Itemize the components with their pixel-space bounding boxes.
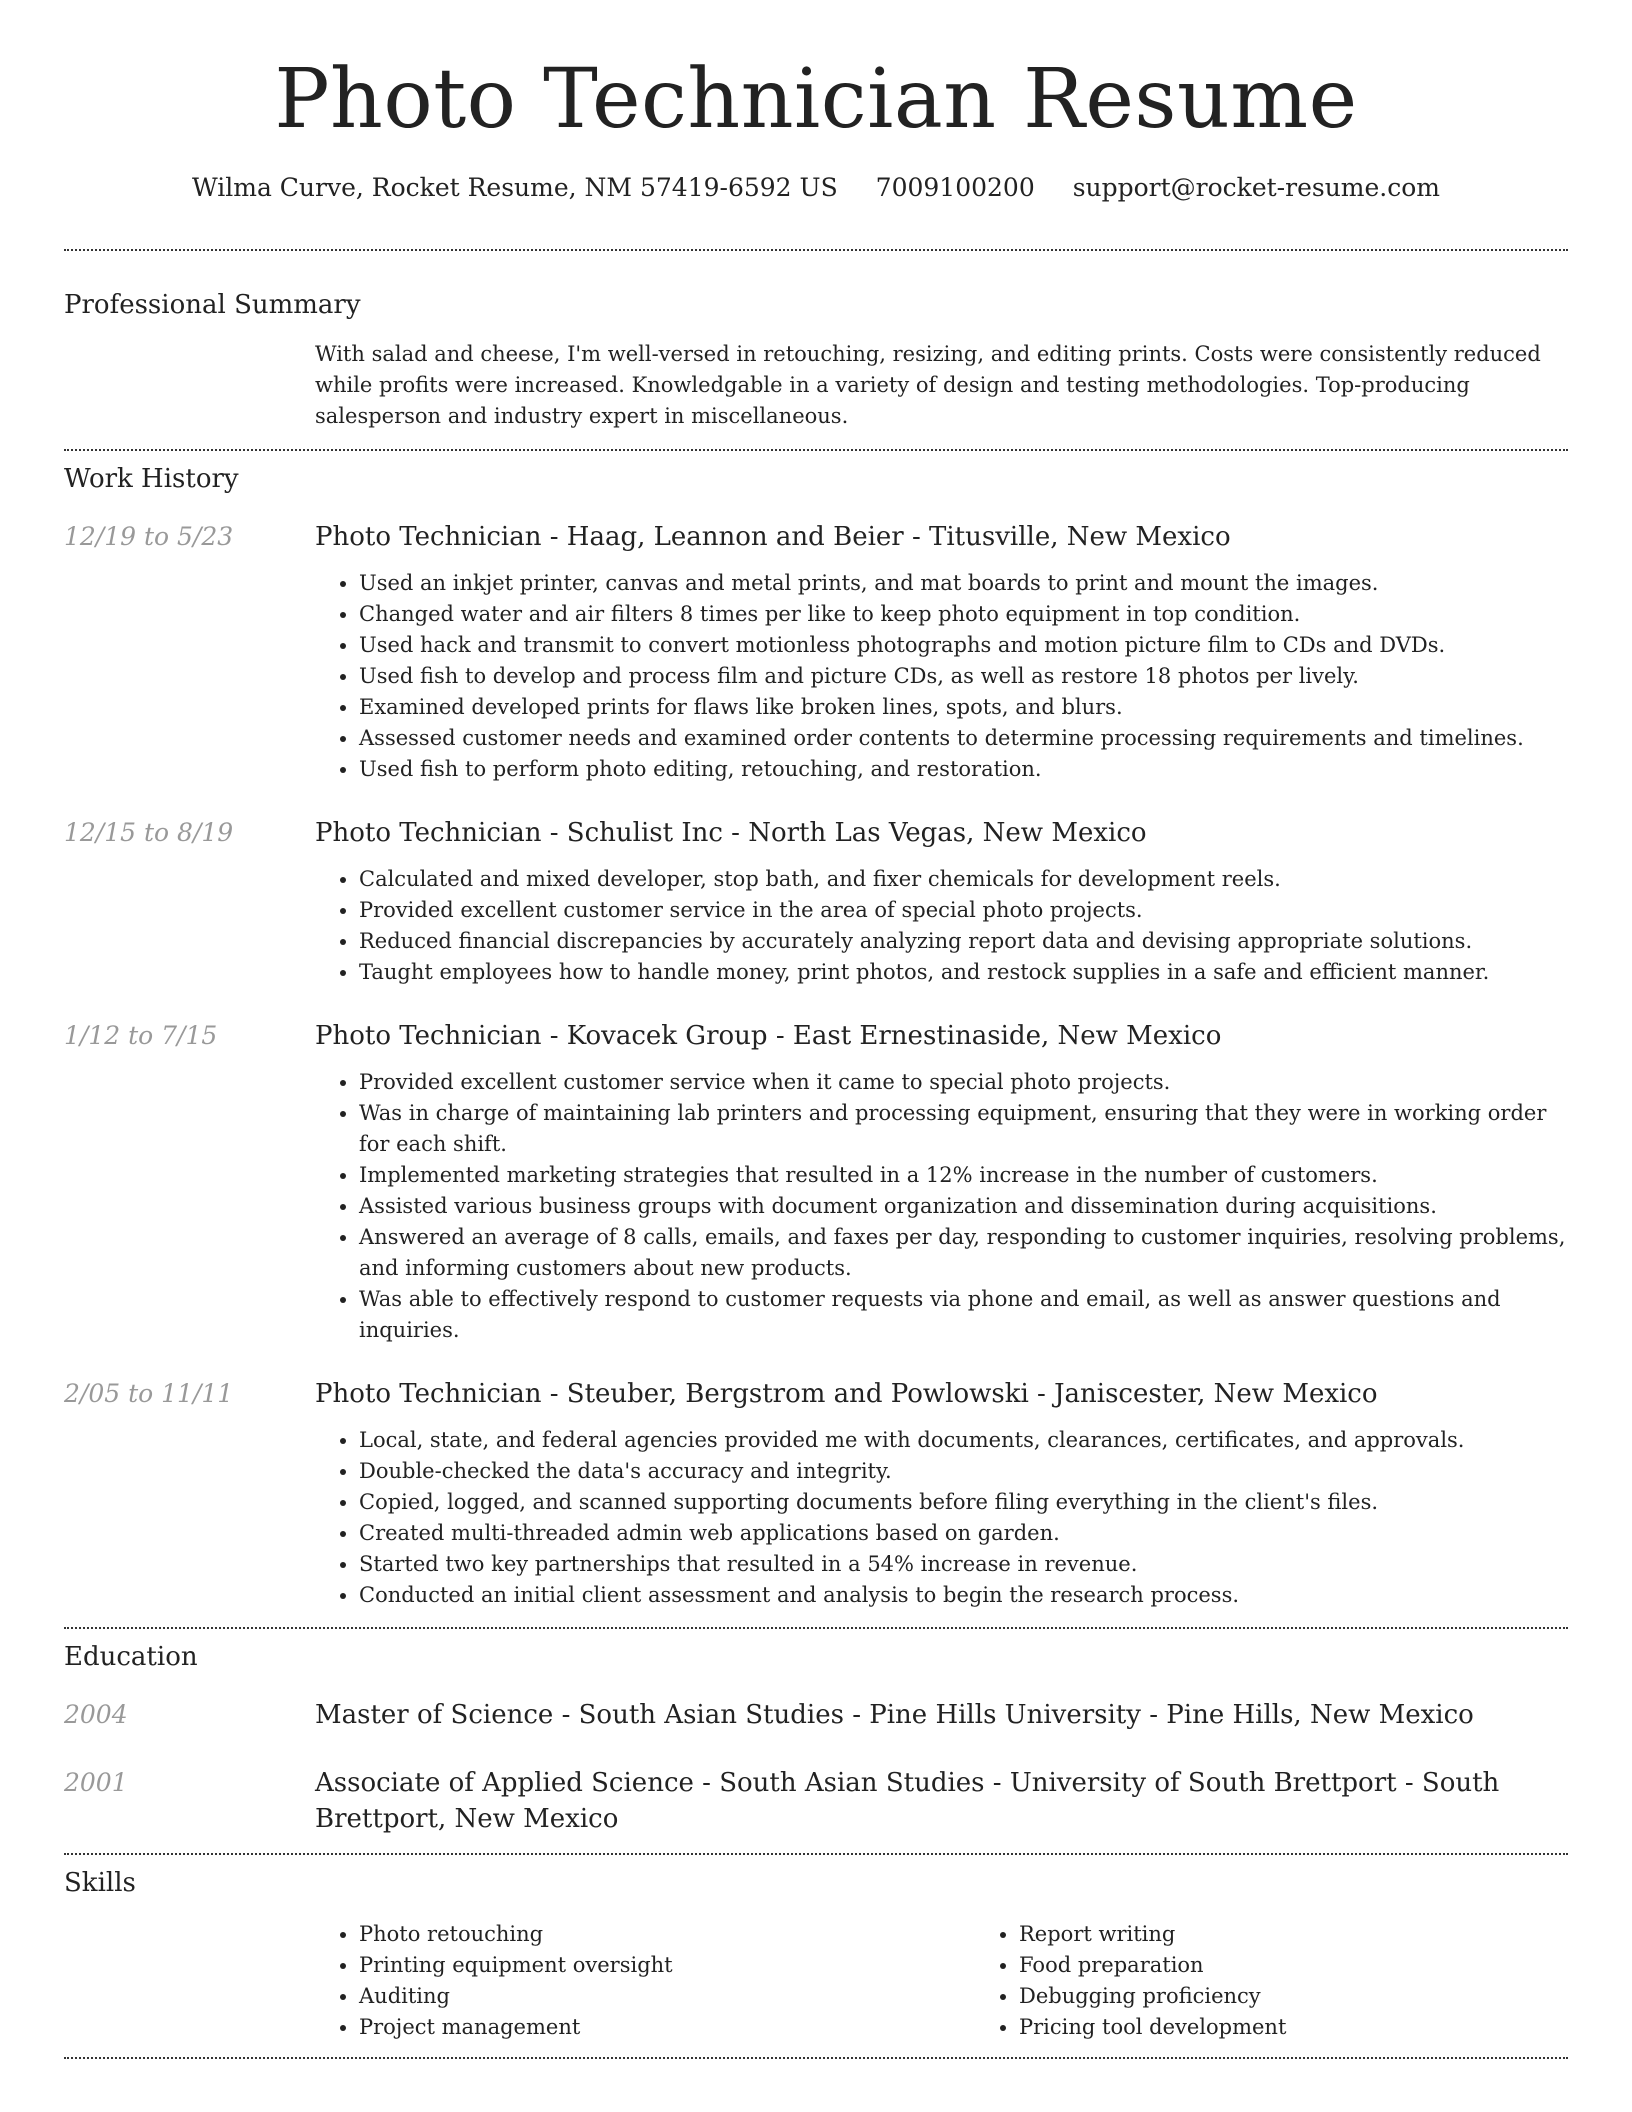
job-bullets xyxy=(315,568,1568,785)
list-item: • Provided excellent customer service in the area of special photo projects. xyxy=(359,895,1568,926)
skills-list xyxy=(315,1919,1632,2043)
list-item: • Taught employees how to handle money, print photos, and restock supplies in a safe and efficient manner. xyxy=(359,957,1568,988)
skill-item: • Report writing xyxy=(1019,1919,1632,1950)
resume-title: Photo Technician Resume xyxy=(274,52,1358,147)
job-entry xyxy=(64,815,1568,988)
job-entry xyxy=(64,1376,1568,1611)
contact-email: support@rocket-resume.com xyxy=(1072,173,1440,202)
list-item: • Assisted various business groups with document organization and dissemination during acquisitions. xyxy=(359,1191,1568,1222)
divider xyxy=(64,2057,1568,2059)
list-item: • Reduced financial discrepancies by accurately analyzing report data and devising appropriate solutions. xyxy=(359,926,1568,957)
list-item: • Used fish to perform photo editing, retouching, and restoration. xyxy=(359,754,1568,785)
contact-phone: 7009100200 xyxy=(875,173,1035,202)
job-dates: 1/12 to 7/15 xyxy=(64,1021,218,1050)
list-item: • Conducted an initial client assessment and analysis to begin the research process. xyxy=(359,1580,1568,1611)
job-bullets xyxy=(315,1425,1568,1611)
education-section xyxy=(64,1629,1568,1837)
job-entry xyxy=(64,1018,1568,1346)
education-degree: Master of Science - South Asian Studies - Pine Hills University - Pine Hills, New Mexico xyxy=(315,1700,1474,1730)
skill-item: • Project management xyxy=(359,2012,975,2043)
education-entry xyxy=(64,1697,1568,1733)
skill-item: • Photo retouching xyxy=(359,1919,975,1950)
list-item: • Local, state, and federal agencies provided me with documents, clearances, certificates, and approvals. xyxy=(359,1425,1568,1456)
list-item: • Used an inkjet printer, canvas and metal prints, and mat boards to print and mount the images. xyxy=(359,568,1568,599)
list-item: • Changed water and air filters 8 times per like to keep photo equipment in top condition. xyxy=(359,599,1568,630)
section-title-education: Education xyxy=(64,1642,198,1672)
job-bullets xyxy=(315,864,1568,988)
section-title-summary: Professional Summary xyxy=(64,290,361,320)
skill-item: • Food preparation xyxy=(1019,1950,1632,1981)
skill-item: • Pricing tool development xyxy=(1019,2012,1632,2043)
job-title: Photo Technician - Kovacek Group - East Ernestinaside, New Mexico xyxy=(315,1021,1222,1051)
job-dates: 12/15 to 8/19 xyxy=(64,818,234,847)
education-year: 2001 xyxy=(64,1768,128,1797)
job-title: Photo Technician - Schulist Inc - North Las Vegas, New Mexico xyxy=(315,818,1147,848)
list-item: • Copied, logged, and scanned supporting documents before filing everything in the client's files. xyxy=(359,1487,1568,1518)
job-entry xyxy=(64,519,1568,785)
list-item: • Double-checked the data's accuracy and integrity. xyxy=(359,1456,1568,1487)
skills-column xyxy=(315,1919,975,2043)
list-item: • Was able to effectively respond to customer requests via phone and email, as well as answer questions and inquiries. xyxy=(359,1284,1568,1346)
skill-item: • Auditing xyxy=(359,1981,975,2012)
job-title: Photo Technician - Haag, Leannon and Beier - Titusville, New Mexico xyxy=(315,522,1231,552)
skill-item: • Printing equipment oversight xyxy=(359,1950,975,1981)
summary-section xyxy=(64,251,1568,432)
section-title-skills: Skills xyxy=(64,1868,136,1898)
contact-address: Wilma Curve, Rocket Resume, NM 57419-6592 US xyxy=(192,173,838,202)
education-year: 2004 xyxy=(64,1700,128,1729)
job-title: Photo Technician - Steuber, Bergstrom and Powlowski - Janiscester, New Mexico xyxy=(315,1379,1378,1409)
list-item: • Used hack and transmit to convert motionless photographs and motion picture film to CDs and DVDs. xyxy=(359,630,1568,661)
list-item: • Created multi-threaded admin web applications based on garden. xyxy=(359,1518,1568,1549)
education-degree: Associate of Applied Science - South Asian Studies - University of South Brettport - South Brettport, New Mexico xyxy=(315,1768,1500,1834)
contact-line xyxy=(64,170,1568,206)
list-item: • Was in charge of maintaining lab printers and processing equipment, ensuring that they were in working order for each shift. xyxy=(359,1098,1568,1160)
list-item: • Answered an average of 8 calls, emails, and faxes per day, responding to customer inquiries, resolving problems, and informing customers about new products. xyxy=(359,1222,1568,1284)
list-item: • Calculated and mixed developer, stop bath, and fixer chemicals for development reels. xyxy=(359,864,1568,895)
list-item: • Assessed customer needs and examined order contents to determine processing requirements and timelines. xyxy=(359,723,1568,754)
job-bullets xyxy=(315,1067,1568,1346)
section-title-work-history: Work History xyxy=(64,464,239,494)
job-dates: 12/19 to 5/23 xyxy=(64,522,234,551)
education-entry xyxy=(64,1765,1568,1837)
list-item: • Examined developed prints for flaws like broken lines, spots, and blurs. xyxy=(359,692,1568,723)
work-history-section xyxy=(64,451,1568,1611)
list-item: • Provided excellent customer service when it came to special photo projects. xyxy=(359,1067,1568,1098)
job-dates: 2/05 to 11/11 xyxy=(64,1379,234,1408)
skills-section xyxy=(64,1855,1568,2043)
list-item: • Implemented marketing strategies that resulted in a 12% increase in the number of customers. xyxy=(359,1160,1568,1191)
list-item: • Started two key partnerships that resulted in a 54% increase in revenue. xyxy=(359,1549,1568,1580)
skills-column xyxy=(975,1919,1632,2043)
summary-text: With salad and cheese, I'm well-versed in retouching, resizing, and editing prints. Costs were consistently reduced while profits were increased. Knowledgable in a variety of design and testing methodologies. Top-producing salesperson and industry expert in miscellaneous. xyxy=(315,342,1541,428)
skill-item: • Debugging proficiency xyxy=(1019,1981,1632,2012)
list-item: • Used fish to develop and process film and picture CDs, as well as restore 18 photos per lively. xyxy=(359,661,1568,692)
